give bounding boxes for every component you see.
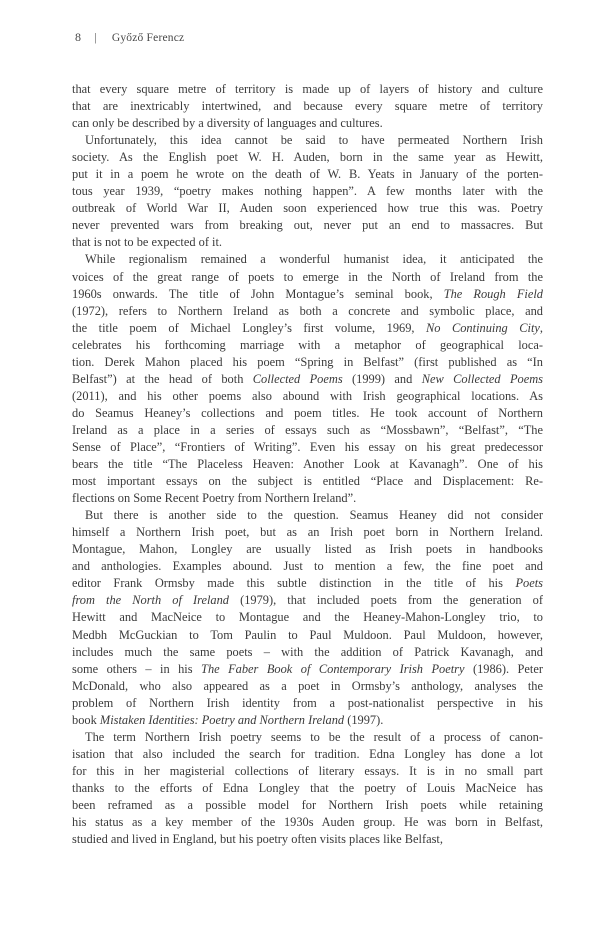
running-header-author: Győző Ferencz: [111, 32, 185, 44]
paragraph: [72, 729, 543, 848]
text-line: [72, 609, 543, 626]
text-line: [72, 200, 543, 217]
text-line: [72, 132, 543, 149]
body-text: (1999) and: [342, 371, 422, 386]
body-text: tion. Derek Mahon placed his poem “Spring in Belfast” (first published as “In: [72, 354, 543, 369]
body-text: isation that also included the search for tradition. Edna Longley has done a lot: [72, 746, 543, 761]
text-line: [72, 678, 543, 695]
text-line: [72, 797, 543, 814]
italic-title-text: from the North of Ireland: [72, 593, 229, 608]
body-text: book: [72, 712, 100, 727]
text-line: [72, 644, 543, 661]
text-block: [72, 81, 543, 848]
body-text: can only be described by a diversity of languages and cultures.: [72, 116, 383, 131]
text-line: [72, 183, 543, 200]
text-line: [72, 166, 543, 183]
italic-title-text: New Collected Poems: [421, 371, 543, 386]
page-number: 8: [75, 30, 82, 44]
italic-title-text: The Faber Book of Contemporary Irish Poetry: [201, 661, 465, 676]
text-line: [72, 524, 543, 541]
body-text: for this in her magisterial collections of literary essays. It is in no small part: [72, 763, 543, 778]
text-line: [72, 780, 543, 797]
text-line: [72, 763, 543, 780]
body-text: and anthologies. Examples abound. Just to mention a few, the fine poet and: [72, 559, 543, 574]
body-text: (1997).: [344, 712, 384, 727]
body-text: But there is another side to the question. Seamus Heaney did not consider: [85, 508, 543, 523]
text-line: [72, 507, 543, 524]
italic-title-text: Collected Poems: [252, 371, 343, 386]
text-line: [72, 354, 543, 371]
text-line: [72, 371, 543, 388]
text-line: [72, 81, 543, 98]
text-line: [72, 473, 543, 490]
body-text: bears the title “The Placeless Heaven: Another Look at Kavanagh”. One of his: [72, 457, 543, 472]
text-line: [72, 234, 543, 251]
paragraph: [72, 507, 543, 729]
body-text: Unfortunately, this idea cannot be said to have permeated Northern Irish: [85, 133, 543, 148]
text-line: [72, 422, 543, 439]
text-line: [72, 217, 543, 234]
body-text: studied and lived in England, but his poetry often visits places like Belfast,: [72, 832, 443, 847]
body-text: problem of Northern Irish identity from a post-nationalist perspective in his: [72, 695, 543, 710]
body-text: (2011), and his other poems also abound with Irish geographical locations. As: [72, 388, 543, 403]
body-text: outbreak of World War II, Auden soon experienced how true this was. Poetry: [72, 201, 543, 216]
text-line: [72, 729, 543, 746]
italic-title-text: Poets: [515, 576, 543, 591]
text-line: [72, 269, 543, 286]
body-text: ,: [539, 320, 543, 335]
text-line: [72, 627, 543, 644]
text-line: [72, 575, 543, 592]
paragraph: [72, 132, 543, 251]
text-line: [72, 303, 543, 320]
text-line: [72, 661, 543, 678]
text-line: [72, 695, 543, 712]
body-text: that are inextricably intertwined, and because every square metre of territory: [72, 99, 543, 114]
body-text: himself a Northern Irish poet, but as an Irish poet born in Northern Ireland.: [72, 525, 543, 540]
text-line: [72, 490, 543, 507]
body-text: McDonald, who also appeared as a poet in Ormsby’s anthology, analyses the: [72, 678, 543, 693]
paragraph: [72, 81, 543, 132]
italic-title-text: The Rough Field: [443, 286, 543, 301]
text-line: [72, 286, 543, 303]
body-text: Belfast”) at the head of both: [72, 371, 253, 386]
italic-title-text: No Continuing City: [426, 320, 540, 335]
body-text: put it in a poem he wrote on the death of W. B. Yeats in January of the porten-: [72, 167, 543, 182]
text-line: [72, 456, 543, 473]
body-text: Medbh McGuckian to Tom Paulin to Paul Muldoon. Paul Muldoon, however,: [72, 627, 543, 642]
body-text: 1960s onwards. The title of John Montague’s seminal book,: [72, 286, 444, 301]
text-line: [72, 149, 543, 166]
text-line: [72, 388, 543, 405]
body-text: (1979), that included poets from the generation of: [228, 593, 543, 608]
header-separator: |: [94, 30, 97, 44]
body-text: that every square metre of territory is made up of layers of history and culture: [72, 82, 543, 96]
body-text: most important essays on the subject is entitled “Place and Displacement: Re-: [72, 474, 543, 489]
body-text: (1972), refers to Northern Ireland as both a concrete and symbolic place, and: [72, 303, 543, 318]
body-text: some others – in his: [72, 661, 202, 676]
body-text: tous year 1939, “poetry makes nothing happen”. A few months later with the: [72, 184, 543, 199]
text-line: [72, 439, 543, 456]
body-text: his status as a key member of the 1930s Auden group. He was born in Belfast,: [72, 815, 543, 830]
body-text: voices of the great range of poets to emerge in the North of Ireland from the: [72, 269, 543, 284]
text-line: [72, 831, 543, 848]
text-line: [72, 746, 543, 763]
body-text: Hewitt and MacNeice to Montague and the Heaney-Mahon-Longley trio, to: [72, 610, 543, 625]
body-text: do Seamus Heaney’s collections and poem titles. He took account of Northern: [72, 405, 543, 420]
body-text: the title poem of Michael Longley’s first volume, 1969,: [72, 320, 427, 335]
body-text: been reframed as a possible model for Northern Irish poets while retaining: [72, 797, 543, 812]
text-line: [72, 405, 543, 422]
body-text: Montague, Mahon, Longley are usually listed as Irish poets in handbooks: [72, 542, 543, 557]
text-line: [72, 251, 543, 268]
body-text: that is not to be expected of it.: [72, 235, 223, 250]
text-line: [72, 558, 543, 575]
body-text: never prevented wars from breaking out, never put an end to massacres. But: [72, 218, 543, 233]
body-text: Ireland as a place in a series of essays such as “Mossbawn”, “Belfast”, “The: [72, 422, 543, 437]
text-line: [72, 320, 543, 337]
text-line: [72, 712, 543, 729]
text-line: [72, 592, 543, 609]
text-line: [72, 115, 543, 132]
paragraph: [72, 251, 543, 507]
text-line: [72, 337, 543, 354]
text-line: [72, 98, 543, 115]
italic-title-text: Mistaken Identities: Poetry and Northern Ireland: [99, 712, 345, 727]
text-line: [72, 814, 543, 831]
body-text: Sense of Place”, “Frontiers of Writing”. Even his essay on his great predecessor: [72, 439, 543, 454]
body-text: celebrates his forthcoming marriage with a metaphor of geographical loca-: [72, 337, 543, 352]
body-text: (1986). Peter: [464, 661, 543, 676]
body-text: flections on Some Recent Poetry from Northern Ireland”.: [72, 491, 357, 506]
running-header: [75, 30, 184, 45]
body-text: includes much the same poets – with the addition of Patrick Kavanagh, and: [72, 644, 543, 659]
body-text: thanks to the efforts of Edna Longley that the poetry of Louis MacNeice has: [72, 780, 543, 795]
body-text: The term Northern Irish poetry seems to be the result of a process of canon-: [85, 729, 543, 744]
body-text: society. As the English poet W. H. Auden, born in the same year as Hewitt,: [72, 150, 543, 165]
body-text: While regionalism remained a wonderful humanist idea, it anticipated the: [85, 252, 543, 267]
body-text: editor Frank Ormsby made this subtle distinction in the title of his: [72, 576, 516, 591]
text-line: [72, 541, 543, 558]
